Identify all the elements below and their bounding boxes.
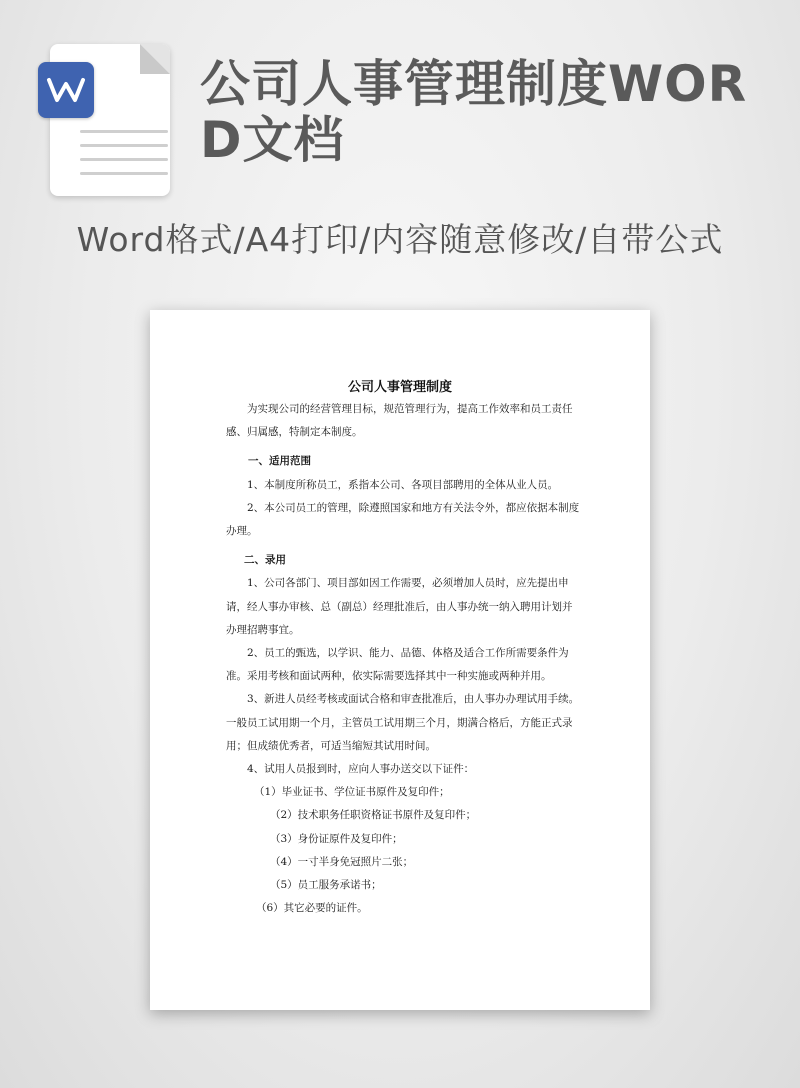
list-item: （6）其它必要的证件。 bbox=[256, 902, 368, 915]
word-w-icon bbox=[38, 62, 94, 118]
section-heading: 一、适用范围 bbox=[248, 455, 311, 468]
text-line bbox=[80, 172, 168, 175]
list-item: （3）身份证原件及复印件； bbox=[270, 832, 403, 845]
text-line bbox=[80, 130, 168, 133]
document-page bbox=[150, 310, 650, 1010]
paragraph: 2、员工的甄选，以学识、能力、品德、体格及适合工作所需要条件为准。采用考核和面试两种，依实际需要选择其中一种实施或两种并用。 bbox=[226, 647, 569, 683]
paragraph: 1、本制度所称员工，系指本公司、各项目部聘用的全体从业人员。 bbox=[247, 478, 559, 491]
document-body bbox=[226, 398, 582, 920]
section-heading: 二、录用 bbox=[244, 554, 286, 567]
paragraph: 4、试用人员报到时，应向人事办送交以下证件： bbox=[247, 763, 475, 776]
list-item: （5）员工服务承诺书； bbox=[270, 879, 382, 892]
text-line bbox=[80, 144, 168, 147]
intro-paragraph: 为实现公司的经营管理目标，规范管理行为，提高工作效率和员工责任感、归属感，特制定本制度。 bbox=[226, 403, 573, 439]
paragraph: 2、本公司员工的管理，除遵照国家和地方有关法令外，都应依据本制度办理。 bbox=[226, 501, 580, 538]
page-subtitle: Word格式/A4打印/内容随意修改/自带公式 bbox=[76, 220, 724, 259]
list-item: （2）技术职务任职资格证书原件及复印件； bbox=[270, 809, 477, 822]
text-line bbox=[80, 158, 168, 161]
page-fold bbox=[140, 44, 170, 74]
word-doc-icon bbox=[38, 44, 170, 196]
list-item: （1）毕业证书、学位证书原件及复印件； bbox=[254, 786, 450, 799]
paragraph: 1、公司各部门、项目部如因工作需要，必须增加人员时，应先提出申请，经人事办审核、总（副总）经理批准后，由人事办统一纳入聘用计划并办理招聘事宜。 bbox=[226, 577, 573, 636]
document-title: 公司人事管理制度 bbox=[347, 380, 452, 395]
page-title: 公司人事管理制度WORD文档 bbox=[200, 55, 748, 169]
list-item: （4）一寸半身免冠照片二张； bbox=[270, 855, 414, 868]
paragraph: 3、新进人员经考核或面试合格和审查批准后，由人事办办理试用手续。一般员工试用期一个月，主管员工试用期三个月，期满合格后，方能正式录用；但成绩优秀者，可适当缩短其试用时间。 bbox=[226, 693, 580, 752]
